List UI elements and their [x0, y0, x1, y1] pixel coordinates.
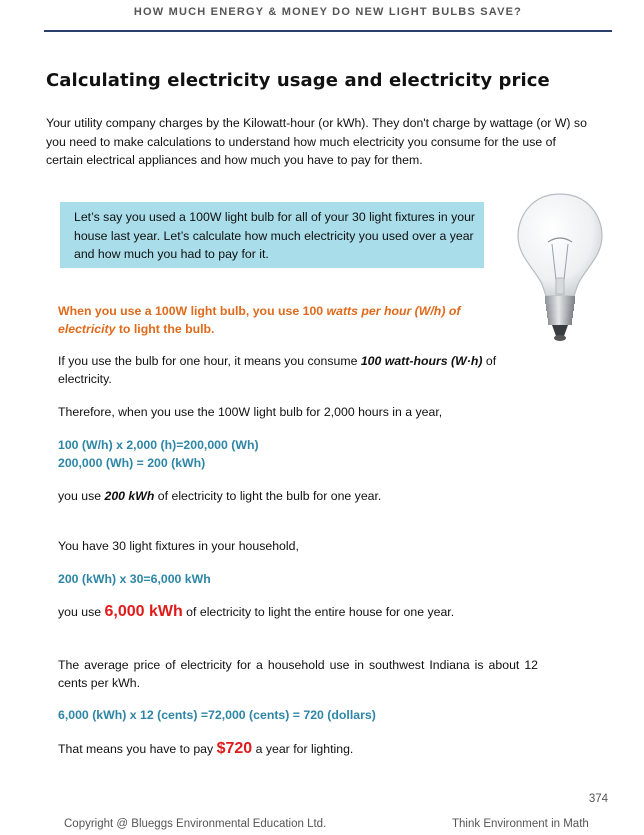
annual-usage-paragraph: [58, 487, 528, 505]
footer-book-title: Think Environment in Math: [452, 818, 589, 830]
annual-usage-text-b: 200 kWh: [104, 489, 155, 503]
footer-copyright: Copyright @ Blueggs Environmental Education Ltd.: [64, 818, 327, 830]
watt-hours-text-b: 100 watt-hours (W·h): [360, 354, 483, 368]
fixtures-paragraph: You have 30 light fixtures in your household,: [58, 539, 299, 553]
total-cost-text-c: a year for lighting.: [252, 742, 354, 756]
callout-box: [60, 202, 484, 268]
callout-text: Let’s say you used a 100W light bulb for all of your 30 light fixtures in your house last year. Let’s calculate how much electricity you used over a year and how much you had to pay for it.: [74, 210, 476, 261]
intro-paragraph: Your utility company charges by the Kilowatt-hour (or kWh). They don't charge by wattage (or W) so you need to make calculations to understand how much electricity you consume for the use of certain electrical appliances and how much you have to pay for them.: [46, 116, 587, 167]
equation-4: 6,000 (kWh) x 12 (cents) =72,000 (cents) = 720 (dollars): [58, 708, 376, 722]
light-bulb-icon: [512, 188, 608, 342]
header-rule: [44, 30, 612, 32]
annual-usage-text-c: of electricity to light the bulb for one year.: [154, 489, 382, 503]
page-number: 374: [588, 793, 608, 805]
equation-2: 200,000 (Wh) = 200 (kWh): [58, 456, 206, 470]
running-header: HOW MUCH ENERGY & MONEY DO NEW LIGHT BULBS SAVE?: [133, 6, 523, 18]
equation-3: 200 (kWh) x 30=6,000 kWh: [58, 572, 211, 586]
section-title: Calculating electricity usage and electricity price: [46, 70, 550, 91]
equation-1: 100 (W/h) x 2,000 (h)=200,000 (Wh): [58, 438, 259, 452]
watts-paragraph: [58, 302, 518, 338]
total-cost-text-a: That means you have to pay: [58, 742, 217, 756]
watts-text-c: to light the bulb.: [115, 322, 215, 336]
watt-hours-text-c: of electricity.: [58, 354, 497, 386]
annual-usage-text-a: you use: [58, 489, 105, 503]
house-usage-paragraph: [58, 603, 528, 621]
total-cost-paragraph: [58, 740, 528, 758]
price-paragraph: The average price of electricity for a household use in southwest Indiana is about 12 cents per kWh.: [58, 658, 538, 690]
house-usage-text-c: of electricity to light the entire house for one year.: [182, 605, 455, 619]
therefore-paragraph: Therefore, when you use the 100W light bulb for 2,000 hours in a year,: [58, 405, 443, 419]
watts-text-a: When you use a 100W light bulb, you use 100: [58, 304, 327, 318]
watts-text-b: watts per hour (W/h) of electricity: [58, 304, 461, 336]
watt-hours-paragraph: [58, 352, 528, 388]
total-cost-text-b: $720: [216, 740, 253, 757]
watt-hours-text-a: If you use the bulb for one hour, it means you consume: [58, 354, 361, 368]
house-usage-text-a: you use: [58, 605, 105, 619]
house-usage-text-b: 6,000 kWh: [104, 603, 183, 620]
